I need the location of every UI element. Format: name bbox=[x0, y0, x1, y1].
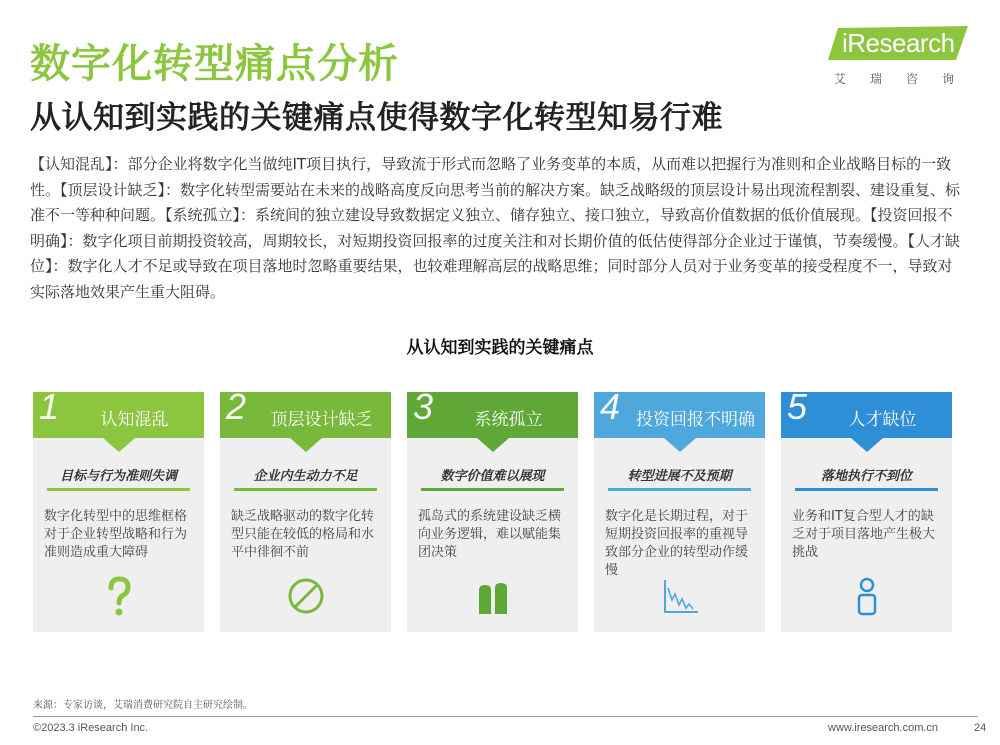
card-header bbox=[33, 386, 204, 438]
card-description: 数字化是长期过程，对于短期投资回报率的重视导致部分企业的转型动作缓慢 bbox=[605, 509, 749, 578]
card-number: 2 bbox=[226, 386, 247, 427]
page-number: 24 bbox=[974, 722, 987, 734]
card-header bbox=[220, 386, 391, 438]
card-number: 3 bbox=[413, 386, 434, 427]
logo-cn bbox=[828, 70, 960, 87]
card-pointer bbox=[851, 438, 883, 452]
question-icon bbox=[97, 574, 141, 618]
prohibited-icon bbox=[284, 574, 328, 618]
card-issue: 目标与行为准则失调 bbox=[59, 469, 177, 484]
card-issue: 数字价值难以展现 bbox=[440, 469, 545, 484]
card-divider bbox=[795, 488, 938, 491]
page-subtitle: 从认知到实践的关键痛点使得数字化转型知易行难 bbox=[30, 100, 723, 136]
pain-point-card bbox=[33, 386, 204, 632]
card-description: 业务和IT复合型人才的缺乏对于项目落地产生极大挑战 bbox=[792, 509, 936, 560]
pain-point-cards bbox=[33, 386, 953, 632]
pain-point-card bbox=[594, 386, 765, 632]
card-header bbox=[781, 386, 952, 438]
card-label: 人才缺位 bbox=[848, 410, 917, 430]
intro-paragraph: 【认知混乱】：部分企业将数字化当做纯IT项目执行，导致流于形式而忽略了业务变革的本质，从而难以把握行为准则和企业战略目标的一致性。【顶层设计缺乏】：数字化转型需要站在未来的战略高度反向思考当前的解决方案。缺乏战略级的顶层设计易出现流程割裂、建设重复、标准不一等种种问题。【系统孤立】：系统间的独立建设导致数据定义独立、储存独立、接口独立，导致高价值数据的低价值展现。【投资回报不明确】：数字化项目前期投资较高，周期较长，对短期投资回报率的过度关注和对长期价值的低估使得部分企业过于谨慎，节奏缓慢。【人才缺位】：数字化人才不足或导致在项目落地时忽略重要结果，也较难理解高层的战略思维；同时部分人员对于业务变革的接受程度不一，导致对实际落地效果产生重大阻碍。 bbox=[30, 155, 961, 301]
card-description: 数字化转型中的思维框格对于企业转型战略和行为准则造成重大障碍 bbox=[44, 509, 188, 560]
card-divider bbox=[47, 488, 190, 491]
card-label: 顶层设计缺乏 bbox=[270, 410, 373, 430]
footer-divider bbox=[33, 716, 978, 717]
source-note: 来源：专家访谈，艾瑞消费研究院自主研究绘制。 bbox=[33, 700, 253, 711]
card-number: 1 bbox=[39, 386, 60, 427]
copyright: ©2023.3 iResearch Inc. bbox=[33, 722, 149, 734]
card-issue: 落地执行不到位 bbox=[820, 469, 912, 484]
card-number: 4 bbox=[600, 386, 621, 427]
card-description: 孤岛式的系统建设缺乏横向业务逻辑，难以赋能集团决策 bbox=[418, 509, 562, 560]
card-divider bbox=[608, 488, 751, 491]
website-link[interactable]: www.iresearch.com.cn bbox=[828, 722, 939, 734]
pain-point-card bbox=[407, 386, 578, 632]
card-pointer bbox=[477, 438, 509, 452]
card-label: 认知混乱 bbox=[100, 410, 169, 430]
card-number: 5 bbox=[787, 386, 808, 427]
declining-chart-icon bbox=[658, 574, 702, 618]
logo-cn-char: 咨 bbox=[905, 72, 918, 86]
card-pointer bbox=[103, 438, 135, 452]
section-title: 从认知到实践的关键痛点 bbox=[406, 338, 594, 358]
logo-text: iResearch bbox=[842, 28, 955, 58]
pain-point-card bbox=[781, 386, 952, 632]
card-label: 投资回报不明确 bbox=[636, 410, 755, 430]
card-divider bbox=[234, 488, 377, 491]
card-divider bbox=[421, 488, 564, 491]
pain-point-card bbox=[220, 386, 391, 632]
card-description: 缺乏战略驱动的数字化转型只能在较低的格局和水平中徘徊不前 bbox=[231, 509, 375, 560]
card-header bbox=[407, 386, 578, 438]
card-pointer bbox=[290, 438, 322, 452]
card-issue: 转型进展不及预期 bbox=[627, 469, 732, 484]
card-pointer bbox=[664, 438, 696, 452]
iresearch-logo bbox=[828, 26, 968, 88]
card-label: 系统孤立 bbox=[474, 410, 543, 430]
person-icon bbox=[845, 574, 889, 618]
logo-cn-char: 艾 bbox=[834, 72, 847, 86]
page-title: 数字化转型痛点分析 bbox=[30, 41, 399, 87]
silo-icon bbox=[471, 574, 515, 618]
logo-cn-char: 瑞 bbox=[869, 72, 882, 86]
logo-cn-char: 询 bbox=[941, 72, 954, 86]
card-header bbox=[594, 386, 765, 438]
card-issue: 企业内生动力不足 bbox=[253, 469, 358, 484]
